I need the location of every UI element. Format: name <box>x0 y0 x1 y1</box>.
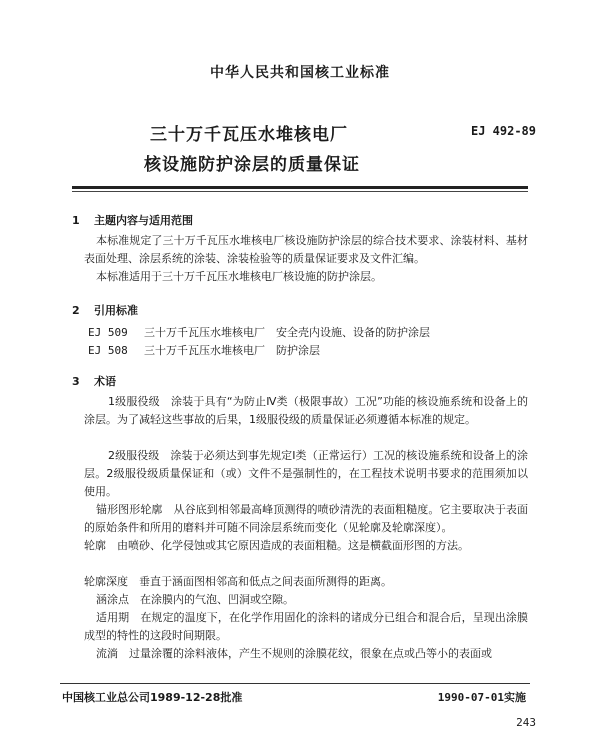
section-number: 3 <box>72 375 80 388</box>
section-1-paragraph-2: 本标准适用于三十万千瓦压水堆核电厂核设施的防护涂层。 <box>96 270 382 283</box>
section-number: 2 <box>72 304 80 317</box>
term-definition-3: 锚形图形轮廓 从谷底到相邻最高峰顶测得的喷砂清洗的表面粗糙度。它主要取决于表面的原始条件和所用的磨料并可随不同涂层系统而变化（见轮廓及轮廓深度）。 <box>84 503 528 534</box>
page-number: 243 <box>516 716 536 729</box>
term-definition-2: 2级服役级 涂装于必须达到事先规定Ⅰ类（正常运行）工况的核设施系统和设备上的涂层。2级服役级质量保证和（或）文件不是强制性的，在工程技术说明书要求的范围须加以使用。 <box>84 449 528 498</box>
section-title: 主题内容与适用范围 <box>94 214 193 227</box>
section-1-heading <box>72 212 193 228</box>
approval-date: 中国核工业总公司1989-12-28批准 <box>62 691 243 704</box>
section-1-paragraph-1: 本标准规定了三十万千瓦压水堆核电厂核设施防护涂层的综合技术要求、涂装材料、基材表面处理、涂层系统的涂装、涂装检验等的质量保证要求及文件汇编。 <box>84 234 528 265</box>
header-rule-thin <box>72 191 528 192</box>
standard-organization: 中华人民共和国核工业标准 <box>210 65 390 81</box>
reference-title: 三十万千瓦压水堆核电厂 防护涂层 <box>144 344 320 357</box>
term-definition-4: 轮廓 由喷砂、化学侵蚀或其它原因造成的表面粗糙。这是横截面形图的方法。 <box>84 539 469 552</box>
reference-title: 三十万千瓦压水堆核电厂 安全壳内设施、设备的防护涂层 <box>144 326 430 339</box>
term-definition-1: 1级服役级 涂装于具有“为防止Ⅳ类（极限事故）工况”功能的核设施系统和设备上的涂层。为了减轻这些事故的后果，1级服役级的质量保证必须遵循本标准的规定。 <box>84 395 528 426</box>
footer-rule <box>60 683 530 684</box>
section-title: 引用标准 <box>94 304 138 317</box>
header-rule <box>72 186 528 189</box>
section-3-heading <box>72 373 116 389</box>
reference-code: EJ 508 <box>88 344 128 357</box>
reference-item-2 <box>88 342 320 358</box>
implementation-date: 1990-07-01实施 <box>437 691 526 704</box>
reference-code: EJ 509 <box>88 326 128 339</box>
term-definition-5: 轮廓深度 垂直于涵面图相邻高和低点之间表面所测得的距离。 <box>84 575 392 588</box>
section-number: 1 <box>72 214 80 227</box>
section-2-heading <box>72 302 138 318</box>
term-definition-8: 流淌 过量涂覆的涂料液体，产生不规则的涂膜花纹，很象在点或凸等小的表面或 <box>96 647 492 660</box>
section-title: 术语 <box>94 375 116 388</box>
title-line-1: 三十万千瓦压水堆核电厂 <box>150 125 348 145</box>
term-definition-6: 涵涂点 在涂膜内的气泡、凹洞或空隙。 <box>96 593 294 606</box>
term-definition-7: 适用期 在规定的温度下，在化学作用固化的涂料的诸成分已组合和混合后，呈现出涂膜成型的特性的这段时间期限。 <box>84 611 528 642</box>
reference-item-1 <box>88 324 430 340</box>
document-number: EJ 492-89 <box>470 124 536 138</box>
title-line-2: 核设施防护涂层的质量保证 <box>144 155 360 175</box>
